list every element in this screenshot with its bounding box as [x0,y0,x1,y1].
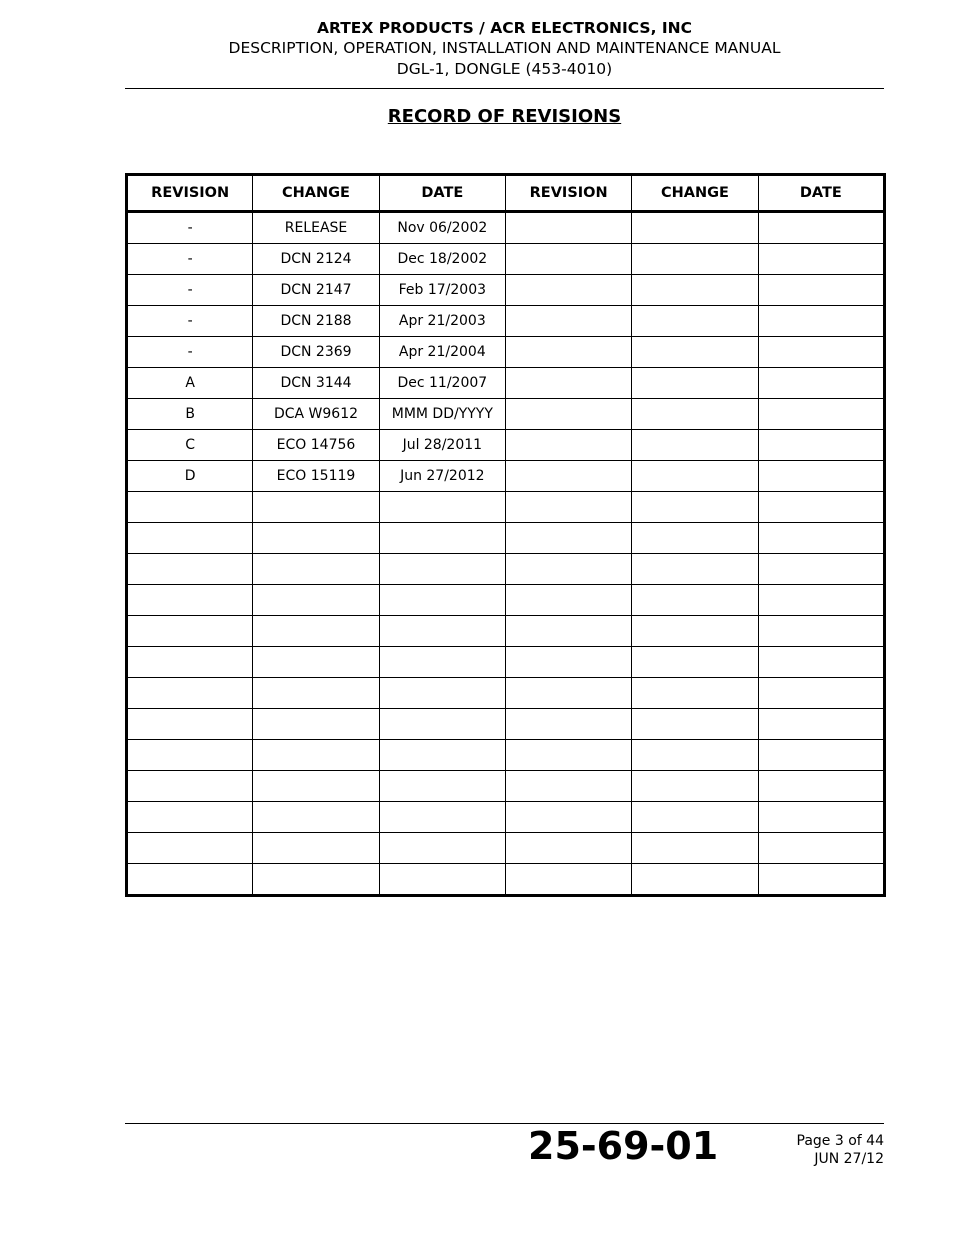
table-cell [632,306,758,337]
column-header: DATE [379,175,505,212]
table-cell [505,337,631,368]
table-cell [505,833,631,864]
table-cell [127,554,253,585]
table-cell: MMM DD/YYYY [379,399,505,430]
table-cell [632,523,758,554]
table-cell [505,740,631,771]
table-cell [632,399,758,430]
table-cell [253,647,379,678]
table-cell [758,554,884,585]
table-cell [758,492,884,523]
table-cell: RELEASE [253,212,379,244]
table-cell [505,678,631,709]
table-cell: DCA W9612 [253,399,379,430]
table-cell [758,678,884,709]
table-cell: Jul 28/2011 [379,430,505,461]
table-cell: - [127,212,253,244]
table-cell [758,275,884,306]
table-row [127,864,885,896]
table-cell [758,461,884,492]
table-body [127,212,885,896]
table-cell [253,523,379,554]
table-cell [758,709,884,740]
table-row [127,492,885,523]
table-cell [632,833,758,864]
table-cell [379,709,505,740]
table-row [127,709,885,740]
table-cell [505,368,631,399]
table-row [127,306,885,337]
table-row [127,244,885,275]
table-cell [632,771,758,802]
table-cell: - [127,306,253,337]
table-cell [758,399,884,430]
table-cell [758,212,884,244]
table-cell [253,833,379,864]
table-cell [632,275,758,306]
table-cell [758,337,884,368]
table-cell: A [127,368,253,399]
table-cell: DCN 3144 [253,368,379,399]
page-number: Page 3 of 44 [796,1133,884,1149]
document-header [125,18,884,80]
table-cell [632,864,758,896]
table-row [127,337,885,368]
table-cell [127,523,253,554]
revisions-table [125,173,886,897]
table-row [127,771,885,802]
table-cell [253,678,379,709]
table-cell [505,275,631,306]
table-row [127,802,885,833]
table-cell [632,678,758,709]
table-cell [758,647,884,678]
table-cell [632,709,758,740]
table-cell [127,833,253,864]
table-cell [253,585,379,616]
column-header: CHANGE [253,175,379,212]
table-cell: ECO 14756 [253,430,379,461]
table-cell [632,337,758,368]
table-cell [632,802,758,833]
table-cell [127,492,253,523]
table-cell [758,771,884,802]
table-cell: Dec 18/2002 [379,244,505,275]
table-cell [505,709,631,740]
table-cell: DCN 2369 [253,337,379,368]
column-header: DATE [758,175,884,212]
table-cell: DCN 2188 [253,306,379,337]
table-cell [127,616,253,647]
table-row [127,740,885,771]
table-cell [758,740,884,771]
table-cell [632,461,758,492]
table-cell: D [127,461,253,492]
table-cell [379,802,505,833]
footer-divider [125,1123,884,1124]
table-cell [253,864,379,896]
table-cell [505,244,631,275]
table-row [127,461,885,492]
table-cell [758,306,884,337]
table-cell [253,802,379,833]
table-header-row [127,175,885,212]
table-cell [127,647,253,678]
table-cell [505,306,631,337]
table-cell: DCN 2124 [253,244,379,275]
table-cell [379,585,505,616]
table-cell [379,833,505,864]
table-row [127,585,885,616]
table-cell [505,461,631,492]
table-cell [253,554,379,585]
table-cell [758,833,884,864]
table-cell: Apr 21/2004 [379,337,505,368]
table-cell [253,492,379,523]
table-cell: Feb 17/2003 [379,275,505,306]
table-cell [379,523,505,554]
table-cell [632,492,758,523]
table-cell [758,585,884,616]
table-cell [632,554,758,585]
table-cell [127,740,253,771]
product-name: DGL-1, DONGLE (453-4010) [396,60,613,78]
table-row [127,212,885,244]
table-cell [505,802,631,833]
table-cell: Apr 21/2003 [379,306,505,337]
table-cell [758,244,884,275]
table-cell: - [127,244,253,275]
table-row [127,647,885,678]
table-cell: - [127,275,253,306]
table-row [127,399,885,430]
table-row [127,523,885,554]
table-cell [632,430,758,461]
table-cell [505,399,631,430]
table-cell [758,802,884,833]
table-cell [632,647,758,678]
table-cell [253,740,379,771]
table-cell [379,678,505,709]
table-cell [127,802,253,833]
table-cell [127,678,253,709]
table-cell [379,740,505,771]
page-title: RECORD OF REVISIONS [387,106,622,127]
table-row [127,275,885,306]
table-cell [505,523,631,554]
table-cell [253,709,379,740]
table-cell: C [127,430,253,461]
table-row [127,430,885,461]
header-divider [125,88,884,89]
table-cell [505,616,631,647]
table-cell [758,864,884,896]
table-cell: - [127,337,253,368]
table-cell [379,616,505,647]
table-cell: ECO 15119 [253,461,379,492]
table-cell [758,523,884,554]
table-cell [632,616,758,647]
table-cell [505,771,631,802]
document-number: 25-69-01 [528,1124,719,1168]
table-row [127,368,885,399]
table-cell [127,864,253,896]
table-row [127,678,885,709]
table-cell [505,492,631,523]
table-cell: Jun 27/2012 [379,461,505,492]
table-cell: Dec 11/2007 [379,368,505,399]
table-cell: B [127,399,253,430]
table-cell [758,368,884,399]
column-header: REVISION [127,175,253,212]
table-cell [127,771,253,802]
table-cell [505,647,631,678]
table-row [127,554,885,585]
table-cell [632,740,758,771]
table-cell [253,616,379,647]
table-cell [127,709,253,740]
page-info [797,1132,884,1168]
column-header: REVISION [505,175,631,212]
table-cell [758,430,884,461]
table-cell [253,771,379,802]
table-cell [632,212,758,244]
table-cell [379,771,505,802]
table-cell [505,585,631,616]
table-cell [379,492,505,523]
manual-title: DESCRIPTION, OPERATION, INSTALLATION AND MAINTENANCE MANUAL [228,39,781,57]
table-row [127,833,885,864]
column-header: CHANGE [632,175,758,212]
table-row [127,616,885,647]
table-cell [758,616,884,647]
table-cell: DCN 2147 [253,275,379,306]
table-cell [379,554,505,585]
table-cell [505,864,631,896]
table-cell [505,212,631,244]
table-cell [505,430,631,461]
company-name: ARTEX PRODUCTS / ACR ELECTRONICS, INC [316,19,692,37]
table-cell [127,585,253,616]
table-cell [505,554,631,585]
table-cell [379,647,505,678]
table-cell [379,864,505,896]
table-cell [632,585,758,616]
revision-date: JUN 27/12 [814,1151,884,1167]
table-cell [632,368,758,399]
table-cell: Nov 06/2002 [379,212,505,244]
table-cell [632,244,758,275]
